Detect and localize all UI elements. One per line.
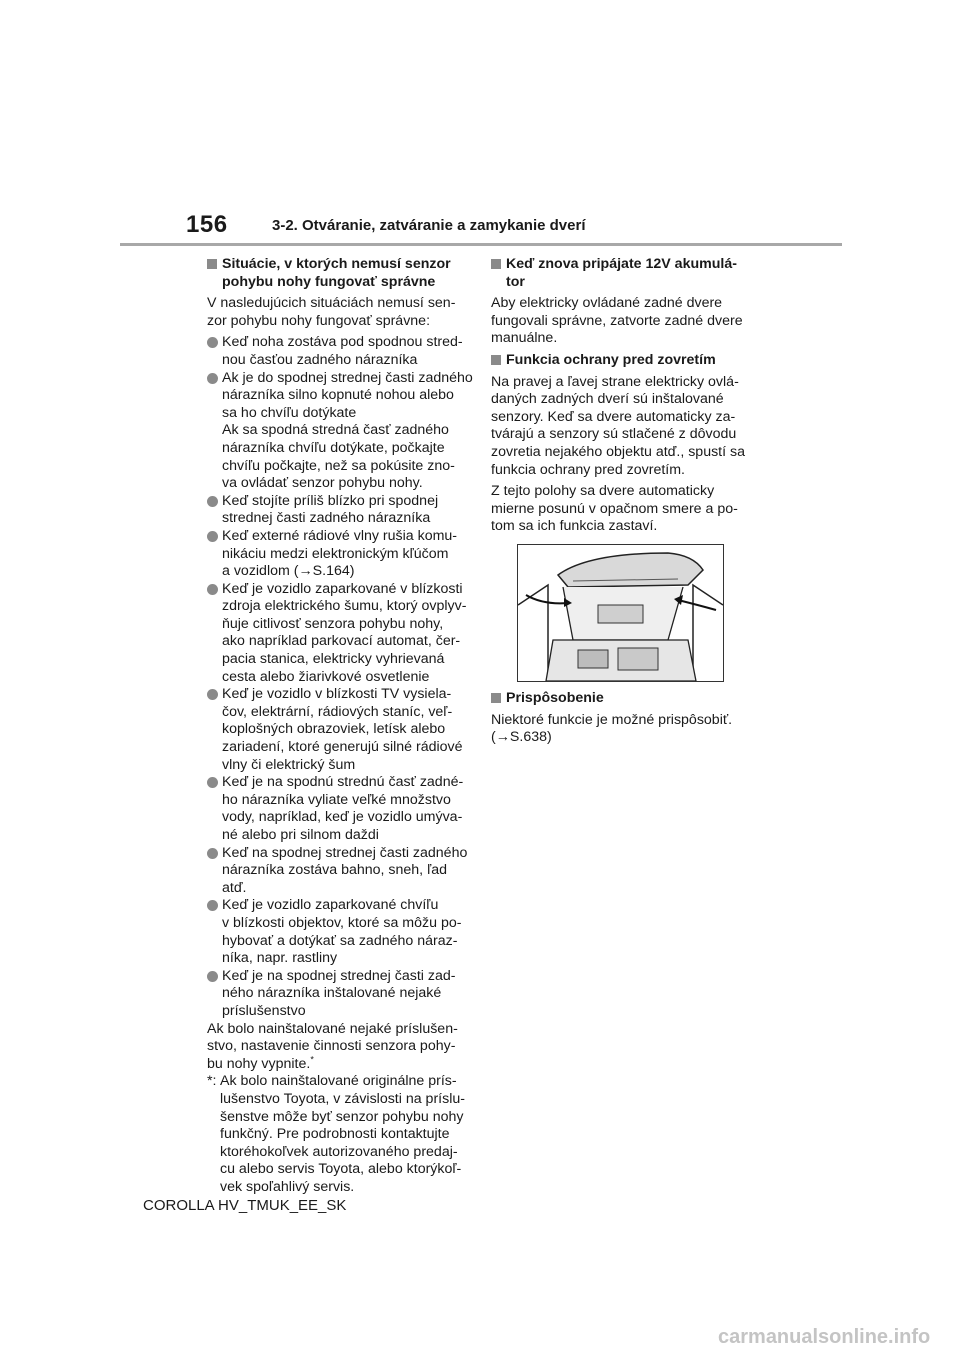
list-item — [207, 493, 475, 528]
list-item — [207, 845, 475, 898]
footnote-mark: *: — [207, 1073, 217, 1090]
list-item — [207, 774, 475, 844]
square-bullet-icon — [491, 693, 501, 703]
closing-paragraph — [207, 1021, 475, 1074]
heading-text: Funkcia ochrany pred zovretím — [506, 351, 716, 368]
paragraph: Na pravej a ľavej strane elektricky ovlá- daných zadných dverí sú inštalované senzory. Keď sa dvere automaticky za- tvárajú a senzory sú stlačené z dôvodu zovretia nejakého objektu atď., spustí sa funkcia ochrany pred zovretím. — [491, 373, 745, 478]
list-item-text: Keď na spodnej strednej časti zadného nárazníka zostáva bahno, sneh, ľad atď. — [222, 844, 468, 896]
circle-bullet-icon — [207, 777, 218, 788]
footnote-marker: * — [310, 1053, 314, 1064]
circle-bullet-icon — [207, 496, 218, 507]
footnote — [207, 1073, 475, 1196]
circle-bullet-icon — [207, 971, 218, 982]
square-bullet-icon — [491, 355, 501, 365]
section-heading — [491, 690, 753, 708]
circle-bullet-icon — [207, 373, 218, 384]
right-column — [491, 256, 753, 751]
paragraph: Niektoré funkcie je možné prispôsobiť. (→S.638) — [491, 711, 733, 746]
paragraph: Aby elektricky ovládané zadné dvere fungovali správne, zatvorte zadné dvere manuálne. — [491, 295, 743, 347]
footer-model: COROLLA HV_TMUK_EE_SK — [143, 1197, 347, 1214]
paragraph: Z tejto polohy sa dvere automaticky mierne posunú v opačnom smere a po- tom sa ich funkcia zastaví. — [491, 483, 738, 535]
list-item — [207, 370, 475, 493]
square-bullet-icon — [207, 259, 217, 269]
circle-bullet-icon — [207, 848, 218, 859]
circle-bullet-icon — [207, 584, 218, 595]
list-item — [207, 686, 475, 774]
list-item-text: Keď je na spodnú strednú časť zadné- ho nárazníka vyliate veľké množstvo vody, napríklad, keď je vozidlo umýva- né alebo pri silnom daždi — [222, 774, 464, 843]
list-item-text: Keď je vozidlo zaparkované v blízkosti zdroja elektrického šumu, ktorý ovplyv- ňuje citlivosť senzora pohybu nohy, ako napríklad parkovací automat, čer- pacia stanica, elektricky vyhrievaná cesta alebo žiarivkové osvetlenie — [222, 580, 467, 685]
list-item — [207, 968, 475, 1021]
list-item — [207, 528, 475, 581]
section-heading — [491, 256, 753, 291]
intro-paragraph: V nasledujúcich situáciách nemusí sen- zor pohybu nohy fungovať správne: — [207, 295, 456, 329]
list-item-text: Keď je na spodnej strednej časti zad- ného nárazníka inštalované nejaké príslušenstvo — [222, 967, 456, 1019]
heading-text: Situácie, v ktorých nemusí senzor pohybu nohy fungovať správne — [222, 256, 451, 290]
footnote-text: Ak bolo nainštalované originálne prís- lušenstvo Toyota, v závislosti na príslu- šenstve môže byť senzor pohybu nohy funkčný. Pre podrobnosti kontaktujte ktoréhokoľvek autorizovaného predaj- cu alebo servis Toyota, alebo ktorýkoľ- vek spoľahlivý servis. — [220, 1073, 465, 1195]
list-item-text: Ak je do spodnej strednej časti zadného nárazníka silno kopnuté nohou alebo sa ho chvíľu dotýkate Ak sa spodná stredná časť zadného nárazníka chvíľu dotýkate, počkajte chvíľu počkajte, než sa pokúsite zno- va ovládať senzor pohybu nohy. — [222, 369, 473, 492]
list-item-text: Keď noha zostáva pod spodnou stred- nou časťou zadného nárazníka — [222, 334, 463, 368]
list-item-text: Keď je vozidlo zaparkované chvíľu v blízkosti objektov, ktoré sa môžu po- hybovať a dotýkať sa zadného náraz- níka, napr. rastliny — [222, 897, 462, 967]
heading-text: Prispôsobenie — [506, 689, 604, 706]
list-item-text: Keď je vozidlo v blízkosti TV vysiela- čov, elektrární, rádiových staníc, veľ- koplošných obrazoviek, letísk alebo zariadení, ktoré generujú silné rádiové vlny či elektrický šum — [222, 686, 463, 773]
section-heading — [491, 352, 753, 370]
heading-text: Keď znova pripájate 12V akumulá- tor — [506, 256, 737, 290]
tailgate-sensor-illustration — [517, 544, 724, 682]
section-heading — [207, 256, 475, 291]
left-column — [207, 256, 475, 1196]
page-header — [0, 0, 960, 250]
list-item — [207, 334, 475, 369]
site-watermark: carmanualsonline.info — [718, 1326, 931, 1348]
tailgate-drawing — [518, 545, 723, 681]
circle-bullet-icon — [207, 900, 218, 911]
circle-bullet-icon — [207, 531, 218, 542]
list-item — [207, 897, 475, 967]
square-bullet-icon — [491, 259, 501, 269]
page-number: 156 — [186, 211, 228, 238]
list-item-text: Keď stojíte príliš blízko pri spodnej strednej časti zadného nárazníka — [222, 492, 439, 527]
list-item — [207, 581, 475, 687]
section-title: 3-2. Otváranie, zatváranie a zamykanie dverí — [272, 217, 586, 234]
circle-bullet-icon — [207, 689, 218, 700]
header-rule — [120, 243, 842, 246]
circle-bullet-icon — [207, 337, 218, 348]
list-item-text: Keď externé rádiové vlny rušia komu- nikáciu medzi elektronickým kľúčom a vozidlom (→S.164) — [222, 527, 458, 580]
closing-text: Ak bolo nainštalované nejaké príslušen- stvo, nastavenie činnosti senzora pohy- bu nohy vypnite. — [207, 1020, 458, 1072]
